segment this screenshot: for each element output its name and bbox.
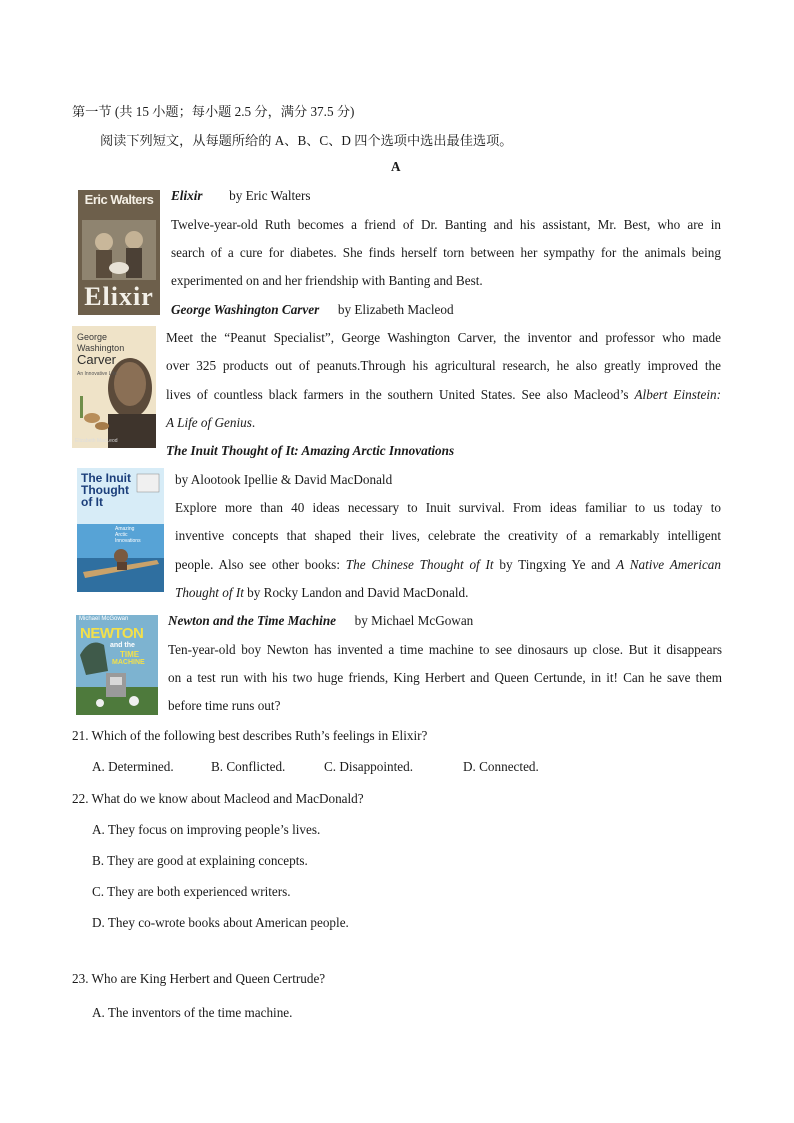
question-21-option-b: B. Conflicted. <box>211 759 286 774</box>
elixir-cover-image <box>78 190 160 315</box>
book-author: by Eric Walters <box>229 188 311 203</box>
carver-cover-image <box>72 326 156 448</box>
inuit-line-1: Explore more than 40 ideas necessary to Inuit survival. From ideas familiar to us today to <box>175 500 721 515</box>
inuit-cover-title-2: Thought <box>81 483 129 497</box>
inuit-cover-sub-3: Innovations <box>115 538 141 544</box>
newton-cover-title-2: and the <box>110 642 135 649</box>
inuit-line-4: Thought of It by Rocky Landon and David MacDonald. <box>175 585 469 600</box>
question-22-option-d: D. They co-wrote books about American people. <box>92 915 349 930</box>
carver-line-4: A Life of Genius. <box>166 415 256 430</box>
carver-cover-title-2: Washington <box>77 343 125 353</box>
inuit-cover-sub-2: Arctic <box>115 532 128 538</box>
book-author: by Elizabeth Macleod <box>337 302 454 317</box>
book-entry-elixir <box>171 188 311 204</box>
elixir-cover-author: Eric Walters <box>84 192 154 207</box>
newton-line-3: before time runs out? <box>168 698 281 713</box>
carver-line-1: Meet the “Peanut Specialist”, George Washington Carver, the inventor and professor who made <box>166 330 721 345</box>
inuit-line-3: people. Also see other books: The Chinese Thought of It by Tingxing Ye and A Native American <box>175 557 721 572</box>
carver-cover-title-1: George <box>77 332 108 342</box>
elixir-line-2: search of a cure for diabetes. She finds herself torn between her sympathy for the animals being <box>171 245 721 260</box>
inuit-line-2: inventive concepts that shaped their lives, celebrate the creativity of a remarkably intelligent <box>175 528 721 543</box>
question-22-option-a: A. They focus on improving people’s lives. <box>92 822 321 837</box>
newton-line-1: Ten-year-old boy Newton has invented a time machine to see dinosaurs up close. But it disappears <box>168 642 722 657</box>
carver-cover-title-3: Carver <box>77 352 117 367</box>
question-21-option-c: C. Disappointed. <box>324 759 414 774</box>
newton-cover-author: Michael McGowan <box>79 616 129 622</box>
book-title: Elixir <box>171 188 203 203</box>
book-author: by Michael McGowan <box>354 613 474 628</box>
book-entry-carver <box>171 302 454 318</box>
elixir-line-3: experimented on and her friendship with Banting and Best. <box>171 273 483 288</box>
question-21-option-d: D. Connected. <box>463 759 539 774</box>
newton-line-2: on a test run with his two huge friends, King Herbert and Queen Certunde, in it! Can he save them <box>168 670 722 685</box>
inuit-cover-image <box>77 468 164 592</box>
inuit-cover-sub-1: Amazing <box>115 526 135 532</box>
elixir-line-1: Twelve-year-old Ruth becomes a friend of Dr. Banting and his assistant, Mr. Best, who are in <box>171 217 721 232</box>
book-entry-newton <box>168 613 473 629</box>
question-22-option-b: B. They are good at explaining concepts. <box>92 853 308 868</box>
book-title-inuit: The Inuit Thought of It: Amazing Arctic Innovations <box>166 443 455 458</box>
carver-line-2: over 325 products out of peanuts.Through his agricultural research, he also greatly improved the <box>166 358 721 373</box>
question-22-option-c: C. They are both experienced writers. <box>92 884 291 899</box>
carver-cover-subtitle: An Innovative Life <box>77 371 117 377</box>
elixir-cover-title: Elixir <box>84 282 154 311</box>
newton-cover-title-3: TIME <box>120 650 140 659</box>
book-title: Newton and the Time Machine <box>168 613 337 628</box>
question-23-option-a: A. The inventors of the time machine. <box>92 1005 293 1020</box>
question-22-stem: 22. What do we know about Macleod and MacDonald? <box>72 791 364 806</box>
passage-label: A <box>391 159 401 174</box>
carver-line-3: lives of countless black farmers in the southern United States. See also Macleod’s Albert Einstein: <box>166 387 721 402</box>
section-heading: 第一节 (共 15 小题；每小题 2.5 分，满分 37.5 分) <box>72 104 355 119</box>
book-title: George Washington Carver <box>171 302 320 317</box>
newton-cover-title-1: NEWTON <box>80 625 144 642</box>
question-23-stem: 23. Who are King Herbert and Queen Certrude? <box>72 971 326 986</box>
question-21-stem: 21. Which of the following best describes Ruth’s feelings in Elixir? <box>72 728 428 743</box>
newton-cover-image <box>76 615 158 715</box>
newton-cover-title-4: MACHINE <box>112 659 145 666</box>
inuit-cover-title-3: of It <box>81 495 103 509</box>
instructions: 阅读下列短文，从每题所给的 A、B、C、D 四个选项中选出最佳选项。 <box>100 133 513 148</box>
inuit-cover-title-1: The Inuit <box>81 471 131 485</box>
question-21-option-a: A. Determined. <box>92 759 174 774</box>
carver-cover-author: Elizabeth MacLeod <box>75 438 118 444</box>
inuit-author: by Alootook Ipellie & David MacDonald <box>175 472 393 487</box>
